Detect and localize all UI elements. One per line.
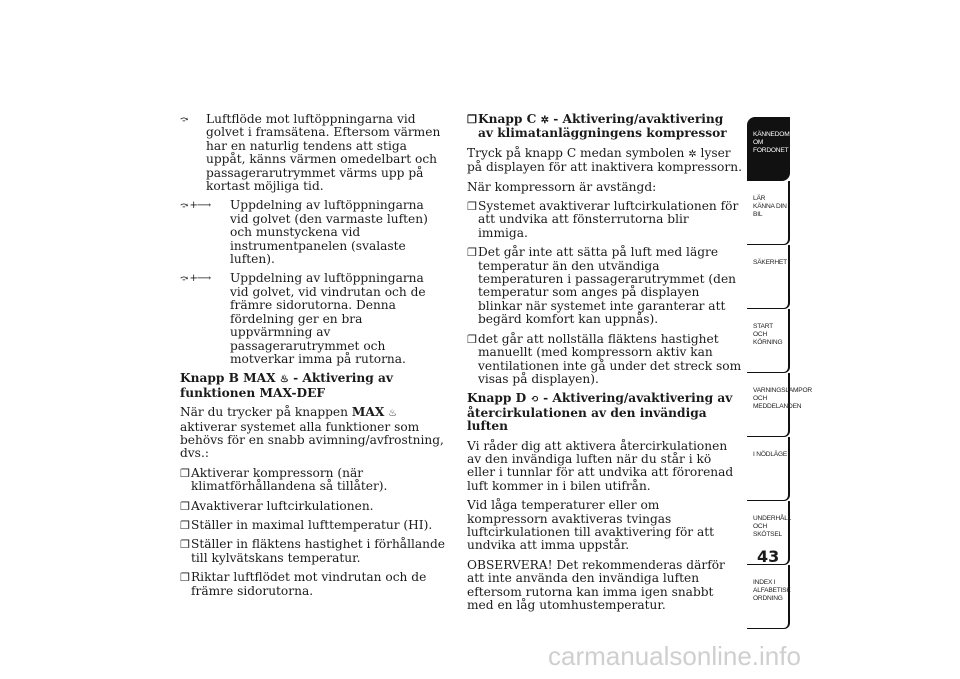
checkbox-bullet-icon: ❐: [467, 332, 477, 346]
left-column: [180, 113, 445, 604]
list-item: ❐ Avaktiverar luftcirkulationen.: [180, 498, 374, 513]
distribution-floor: [180, 113, 445, 193]
heading-button-d: Knapp D ⟲ - Aktivering/avaktivering av återcirkulationen av den invändiga luften: [467, 391, 733, 434]
list-item: ❐ Riktar luftflödet mot vindrutan och de främre sidorutorna.: [180, 570, 427, 598]
floor-windscreen-text: Uppdelning av luftöppningarna vid golvet, vid vindrutan och de främre sidorutorna. Denna fördelning ger en bra uppvärmning av passagerarutrymmet och motverkar imma på rutorna.: [230, 271, 426, 366]
checkbox-bullet-icon: ❐: [180, 571, 190, 585]
checkbox-bullet-icon: ❐: [180, 466, 190, 480]
watermark: carmanualsonline.info: [548, 641, 801, 671]
floor-dash-text: Uppdelning av luftöppningarna vid golvet (den varmaste luften) och munstyckena vid instrumentpanelen (svalaste luften).: [230, 198, 428, 267]
tab-underhall[interactable]: UNDERHÅLL OCH SKÖTSEL: [747, 501, 790, 565]
checkbox-bullet-icon: ❐: [180, 538, 190, 552]
recirculation-p3: OBSERVERA! Det rekommenderas därför att inte använda den invändiga luften eftersom rutorna kan imma igen snabbt med en låg utomhustemperatur.: [467, 557, 725, 612]
compressor-off-intro: När kompressorn är avstängd:: [467, 179, 657, 194]
heading-button-b: Knapp B MAX ♨ - Aktivering av funktionen MAX-DEF: [180, 371, 394, 400]
distribution-floor-dash: [180, 199, 445, 266]
heading-button-c: ❐ Knapp C ✲ - Aktivering/avaktivering av klimatanläggningens kompressor: [467, 112, 727, 141]
list-item: ❐ Aktiverar kompressorn (när klimatförhållandena så tillåter).: [180, 465, 388, 494]
snowflake-icon: ✲: [688, 148, 697, 160]
checkbox-bullet-icon: ❐: [467, 113, 477, 126]
intro-max: När du trycker på knappen MAX ♨ aktiverar systemet alla funktioner som behövs för en snabb avimning/avfrostning, dvs.:: [180, 405, 444, 461]
floor-text: Luftflöde mot luftöppningarna vid golvet i framsätena. Eftersom värmen har en naturlig tendens att stiga uppåt, känns värmen omedelbart och passagerarutrymmet värms upp på kortast möjliga tid.: [206, 112, 441, 194]
floor-dash-airflow-icon: ⤼ +⟶: [180, 200, 211, 212]
list-item: ❐ Ställer in maximal lufttemperatur (HI).: [180, 517, 433, 532]
tab-start[interactable]: START OCH KÖRNING: [747, 309, 790, 373]
checkbox-bullet-icon: ❐: [467, 200, 477, 214]
tab-varningslampor[interactable]: VARNINGSLAMPOR OCH MEDDELANDEN: [747, 373, 790, 437]
distribution-floor-windscreen: [180, 272, 445, 366]
checkbox-bullet-icon: ❐: [467, 246, 477, 260]
recirculation-icon: ⟲: [530, 394, 539, 406]
checkbox-bullet-icon: ❐: [180, 518, 190, 532]
page-number: 43: [757, 547, 780, 566]
defrost-icon: ♨: [388, 408, 398, 420]
list-item: ❐ Systemet avaktiverar luftcirkulationen för att undvika att fönsterrutorna blir immiga.: [467, 199, 739, 240]
list-item: ❐ Ställer in fläktens hastighet i förhållande till kylvätskans temperatur.: [180, 537, 445, 565]
tab-nodlage[interactable]: I NÖDLÄGE: [747, 437, 790, 501]
recirculation-p1: Vi råder dig att aktivera återcirkulationen av den invändiga luften när du står i kö eller i tunnlar för att undvika att förorenad luft kommer in i bilen utifrån.: [467, 438, 734, 493]
right-column: [467, 113, 742, 618]
floor-airflow-icon: ⤼: [180, 114, 188, 125]
floor-windscreen-airflow-icon: ⤼ +⟶: [180, 273, 211, 285]
tab-lar-kanna[interactable]: LÄR KÄNNA DIN BIL: [747, 181, 790, 245]
recirculation-p2: Vid låga temperaturer eller om kompressorn avaktiveras tvingas luftcirkulationen till avaktivering för att undvika att imma uppstår.: [467, 498, 715, 553]
list-item: ❐ det går att nollställa fläktens hastighet manuellt (med kompressorn aktiv kan ventilationen inte gå under det streck som visas på displayen).: [467, 331, 742, 386]
list-item: ❐ Det går inte att sätta på luft med lägre temperatur än den utvändiga temperaturen i passagerarutrymmet (den temperatur som anges på displayen blinkar när systemet inte garanterar att begärd komfort kan uppnås).: [467, 245, 737, 327]
compressor-text: Tryck på knapp C medan symbolen ✲ lyser på displayen för att inaktivera kompressorn.: [467, 145, 742, 175]
tab-kannedom[interactable]: KÄNNEDOM OM FORDONET: [747, 117, 790, 181]
snowflake-icon: ✲: [540, 115, 549, 126]
checkbox-bullet-icon: ❐: [180, 499, 190, 513]
tab-sakerhet[interactable]: SÄKERHET: [747, 245, 790, 309]
defrost-icon: ♨: [279, 374, 289, 386]
tab-index[interactable]: INDEX I ALFABETISK ORDNING: [747, 565, 790, 629]
